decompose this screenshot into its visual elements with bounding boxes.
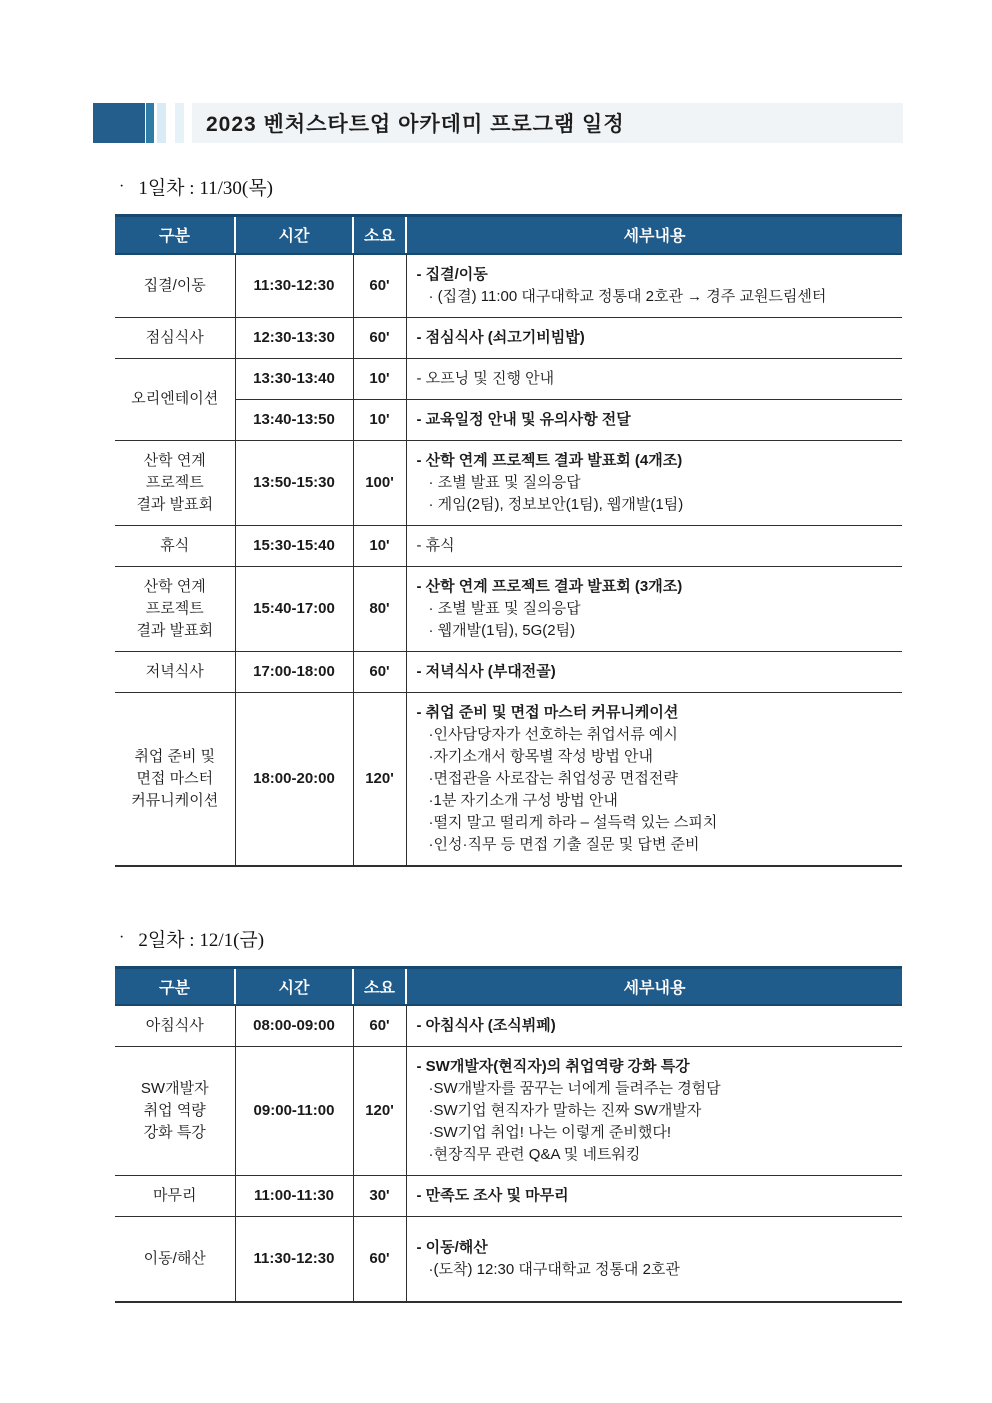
category-cell — [115, 1217, 235, 1303]
section-heading-day2 — [115, 925, 902, 952]
details-line: · 조별 발표 및 질의응답 — [428, 599, 581, 617]
time-cell: 15:30-15:40 — [235, 525, 353, 566]
column-header-details: 세부내용 — [406, 216, 902, 254]
details-line: - SW개발자(현직자)의 취업역량 강화 특강 — [416, 1058, 690, 1075]
category-cell — [115, 525, 235, 566]
category-cell — [115, 566, 235, 651]
duration-cell: 60' — [353, 1005, 406, 1047]
details-line: - 교육일정 안내 및 유의사항 전달 — [416, 410, 631, 428]
bullet-dot: · — [119, 177, 125, 195]
duration-cell: 60' — [353, 1217, 406, 1303]
category-cell — [115, 1176, 235, 1217]
time-cell: 09:00-11:00 — [235, 1047, 353, 1176]
title-decoration-pale-strip-1 — [157, 103, 166, 143]
table-row — [115, 317, 902, 358]
category-text: 면접 마스터 — [136, 769, 214, 787]
details-cell — [406, 692, 902, 866]
duration-cell: 60' — [353, 254, 406, 318]
schedule-body-day2 — [115, 1005, 902, 1302]
details-cell — [406, 1217, 902, 1303]
category-cell — [115, 692, 235, 866]
details-line: - 아침식사 (조식뷔페) — [416, 1017, 556, 1034]
table-row — [115, 651, 902, 692]
title-decoration-dark-square — [93, 103, 145, 143]
time-cell: 13:30-13:40 — [235, 358, 353, 399]
details-line: ·자기소개서 항목별 작성 방법 안내 — [428, 747, 654, 765]
table-row — [115, 1005, 902, 1047]
column-header-category: 구분 — [115, 967, 235, 1005]
time-cell: 11:00-11:30 — [235, 1176, 353, 1217]
title-band — [192, 103, 903, 143]
details-line: - 점심식사 (쇠고기비빔밥) — [416, 328, 585, 346]
details-line: · 웹개발(1팀), 5G(2팀) — [428, 621, 576, 639]
table-row — [115, 358, 902, 399]
duration-cell: 30' — [353, 1176, 406, 1217]
category-text: SW개발자 — [140, 1080, 209, 1097]
category-text: 마무리 — [153, 1187, 197, 1204]
category-text: 취업 준비 및 — [134, 747, 216, 765]
table-header-row — [115, 967, 902, 1005]
title-decoration-teal-strip — [146, 103, 154, 143]
category-text: 집결/이동 — [143, 276, 206, 294]
duration-cell: 10' — [353, 525, 406, 566]
table-row — [115, 254, 902, 318]
details-cell — [406, 1047, 902, 1176]
duration-cell: 120' — [353, 692, 406, 866]
table-row — [115, 692, 902, 866]
schedule-table-day1 — [115, 214, 902, 867]
schedule-body-day1 — [115, 254, 902, 866]
details-line: - 저녁식사 (부대전골) — [416, 662, 556, 680]
table-row — [115, 440, 902, 525]
time-cell: 11:30-12:30 — [235, 254, 353, 318]
time-cell: 08:00-09:00 — [235, 1005, 353, 1047]
category-text: 오리엔테이션 — [131, 390, 219, 407]
details-line: - 산학 연계 프로젝트 결과 발표회 (4개조) — [416, 451, 683, 469]
category-text: 프로젝트 — [145, 599, 204, 617]
details-cell — [406, 525, 902, 566]
time-cell: 13:40-13:50 — [235, 399, 353, 440]
details-cell — [406, 1005, 902, 1047]
document-content — [115, 143, 902, 1303]
column-header-details: 세부내용 — [406, 967, 902, 1005]
category-text: 아침식사 — [145, 1017, 204, 1034]
details-cell — [406, 317, 902, 358]
category-text: 취업 역량 — [143, 1102, 206, 1119]
details-cell — [406, 358, 902, 399]
time-cell: 17:00-18:00 — [235, 651, 353, 692]
category-text: 산학 연계 — [143, 451, 206, 469]
details-line: ·현장직무 관련 Q&A 및 네트워킹 — [428, 1146, 641, 1163]
duration-cell: 10' — [353, 358, 406, 399]
category-text: 결과 발표회 — [136, 495, 214, 513]
category-cell — [115, 1047, 235, 1176]
column-header-duration: 소요 — [353, 967, 406, 1005]
details-line: - 휴식 — [416, 536, 455, 554]
details-cell — [406, 399, 902, 440]
section-day2 — [115, 925, 902, 1304]
details-line: - 산학 연계 프로젝트 결과 발표회 (3개조) — [416, 577, 683, 595]
duration-cell: 60' — [353, 317, 406, 358]
duration-cell: 60' — [353, 651, 406, 692]
details-line: ·SW기업 취업! 나는 이렇게 준비했다! — [428, 1124, 672, 1141]
time-cell: 11:30-12:30 — [235, 1217, 353, 1303]
details-cell — [406, 1176, 902, 1217]
bullet-dot: · — [119, 929, 125, 946]
time-cell: 15:40-17:00 — [235, 566, 353, 651]
duration-cell: 120' — [353, 1047, 406, 1176]
category-cell — [115, 254, 235, 318]
details-line: ·떨지 말고 떨리게 하라 – 설득력 있는 스피치 — [428, 813, 718, 831]
details-line: - 집결/이동 — [416, 265, 488, 283]
category-cell — [115, 317, 235, 358]
table-row — [115, 1217, 902, 1303]
details-cell — [406, 254, 902, 318]
category-text: 산학 연계 — [143, 577, 206, 595]
details-line: - 이동/해산 — [416, 1239, 488, 1256]
details-line: ·(도착) 12:30 대구대학교 정통대 2호관 — [428, 1261, 680, 1278]
category-cell — [115, 440, 235, 525]
details-line: ·SW기업 현직자가 말하는 진짜 SW개발자 — [428, 1102, 702, 1119]
section-heading-text: 2일차 : 12/1(금) — [138, 929, 265, 951]
title-decoration-pale-strip-2 — [175, 103, 184, 143]
title-bar — [93, 103, 903, 143]
details-line: ·1분 자기소개 구성 방법 안내 — [428, 791, 618, 809]
section-day1 — [115, 173, 902, 867]
details-line: - 취업 준비 및 면접 마스터 커뮤니케이션 — [416, 703, 679, 721]
table-row — [115, 566, 902, 651]
details-line: · (집결) 11:00 대구대학교 정통대 2호관 → 경주 교원드림센터 — [428, 287, 827, 305]
category-text: 점심식사 — [145, 328, 204, 346]
duration-cell: 80' — [353, 566, 406, 651]
category-text: 이동/해산 — [143, 1250, 206, 1267]
category-text: 저녁식사 — [145, 662, 204, 680]
column-header-time: 시간 — [235, 967, 353, 1005]
duration-cell: 10' — [353, 399, 406, 440]
details-cell — [406, 440, 902, 525]
details-line: · 조별 발표 및 질의응답 — [428, 473, 581, 491]
details-line: · 게임(2팀), 정보보안(1팀), 웹개발(1팀) — [428, 495, 684, 513]
page-title: 2023 벤처스타트업 아카데미 프로그램 일정 — [206, 113, 625, 136]
table-row — [115, 525, 902, 566]
table-row — [115, 1176, 902, 1217]
table-row — [115, 1047, 902, 1176]
details-cell — [406, 566, 902, 651]
column-header-duration: 소요 — [353, 216, 406, 254]
category-text: 프로젝트 — [145, 473, 204, 491]
time-cell: 13:50-15:30 — [235, 440, 353, 525]
column-header-category: 구분 — [115, 216, 235, 254]
section-heading-text: 1일차 : 11/30(목) — [138, 178, 273, 199]
category-text: 강화 특강 — [143, 1124, 206, 1141]
details-line: - 오프닝 및 진행 안내 — [416, 369, 555, 387]
column-header-time: 시간 — [235, 216, 353, 254]
details-line: ·SW개발자를 꿈꾸는 너에게 들려주는 경험담 — [428, 1080, 721, 1097]
schedule-table-day2 — [115, 966, 902, 1304]
duration-cell: 100' — [353, 440, 406, 525]
category-cell — [115, 651, 235, 692]
table-header-row — [115, 216, 902, 254]
details-line: - 만족도 조사 및 마무리 — [416, 1187, 569, 1204]
category-text: 커뮤니케이션 — [131, 791, 219, 809]
category-cell — [115, 1005, 235, 1047]
category-text: 휴식 — [160, 536, 190, 554]
time-cell: 12:30-13:30 — [235, 317, 353, 358]
section-heading-day1 — [115, 173, 902, 200]
details-line: ·면접관을 사로잡는 취업성공 면접전략 — [428, 769, 678, 787]
time-cell: 18:00-20:00 — [235, 692, 353, 866]
category-text: 결과 발표회 — [136, 621, 214, 639]
details-cell — [406, 651, 902, 692]
category-cell — [115, 358, 235, 440]
details-line: ·인성·직무 등 면접 기출 질문 및 답변 준비 — [428, 835, 700, 853]
details-line: ·인사담당자가 선호하는 취업서류 예시 — [428, 725, 678, 743]
